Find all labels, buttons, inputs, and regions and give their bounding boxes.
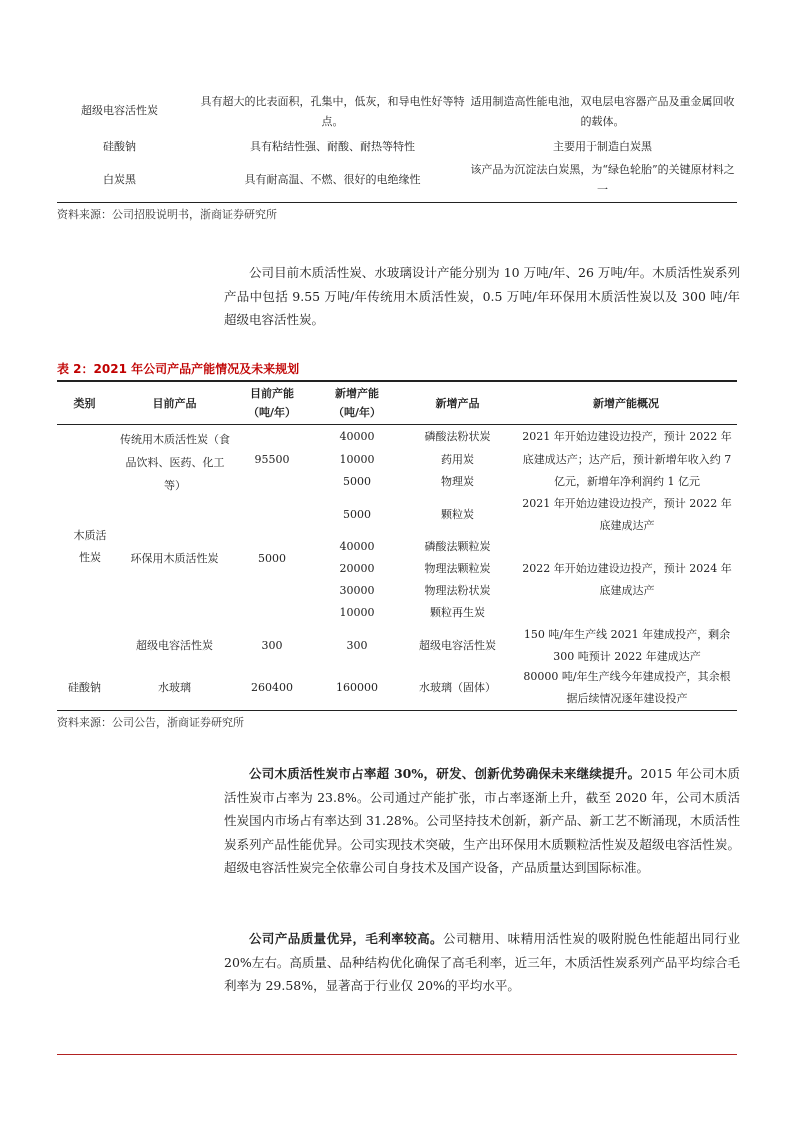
capacity-traditional: 95500	[254, 453, 290, 466]
capacity-waterglass: 260400	[251, 681, 293, 694]
t1-row2-use: 主要用于制造白炭黑	[553, 140, 652, 153]
t1-row1-feature: 具有超大的比表面积，孔集中，低灰，和导电性好等特点。	[200, 95, 465, 128]
table1-source: 资料来源：公司招股说明书，浙商证券研究所	[57, 208, 277, 221]
t1-row1-use: 适用制造高性能电池，双电层电容器产品及重金属回收的载体。	[470, 95, 735, 128]
header-current-product: 目前产品	[152, 397, 197, 410]
t1-row2-product: 硅酸钠	[103, 140, 136, 153]
t1-row2-feature: 具有粘结性强、耐酸、耐热等特性	[250, 140, 415, 153]
t1-row3-product: 白炭黑	[103, 173, 136, 186]
new-capacity: 40000	[339, 430, 375, 443]
t1-row3-use: 该产品为沉淀法白炭黑，为“绿色轮胎”的关键原材料之一	[470, 163, 735, 196]
overview-3: 2022 年开始边建设边投产，预计 2024 年底建成达产	[522, 562, 732, 597]
new-capacity: 10000	[339, 453, 375, 466]
header-new-overview: 新增产能概况	[593, 397, 659, 410]
new-capacity: 30000	[339, 584, 375, 597]
new-capacity: 5000	[343, 508, 371, 521]
category-wood: 木质活性炭	[73, 529, 107, 564]
new-capacity-super: 300	[346, 639, 368, 652]
paragraph-quality	[224, 927, 740, 998]
product-waterglass: 水玻璃	[158, 681, 191, 694]
table2-source: 资料来源：公司公告，浙商证券研究所	[57, 716, 244, 729]
new-product: 磷酸法颗粒炭	[424, 540, 491, 553]
product-super: 超级电容活性炭	[136, 639, 213, 652]
table2-header-rule	[57, 424, 737, 425]
overview-waterglass: 80000 吨/年生产线今年建成投产，其余根据后续情况逐年建设投产	[523, 670, 731, 705]
new-product-super: 超级电容活性炭	[419, 639, 496, 652]
new-product: 物理法颗粒炭	[424, 562, 491, 575]
new-capacity: 20000	[339, 562, 375, 575]
table2-bottom-rule	[57, 710, 737, 711]
table1-bottom-rule	[57, 202, 737, 203]
paragraph-quality-body: 公司糖用、味精用活性炭的吸附脱色性能超出同行业 20%左右。高质量、品种结构优化确保了高毛利率，近三年，木质活性炭系列产品平均综合毛利率为 29.58%，显著高于行业仅 20%的平均水平。	[224, 931, 740, 993]
new-product: 药用炭	[441, 453, 474, 466]
table2-top-rule	[57, 380, 737, 382]
new-product-waterglass: 水玻璃（固体）	[419, 681, 496, 694]
overview-2: 2021 年开始边建设边投产，预计 2022 年底建成达产	[522, 497, 732, 532]
new-capacity: 5000	[343, 475, 371, 488]
footer-rule	[57, 1054, 737, 1055]
paragraph-capacity: 公司目前木质活性炭、水玻璃设计产能分别为 10 万吨/年、26 万吨/年。木质活性炭系列产品中包括 9.55 万吨/年传统用木质活性炭，0.5 万吨/年环保用木质活性炭以及 300 吨/年超级电容活性炭。	[224, 265, 740, 327]
capacity-eco: 5000	[258, 552, 286, 565]
new-product: 颗粒再生炭	[430, 606, 485, 619]
new-capacity: 40000	[339, 540, 375, 553]
paragraph-market-share-lead: 公司木质活性炭市占率超 30%，研发、创新优势确保未来继续提升。	[249, 766, 641, 781]
paragraph-quality-lead: 公司产品质量优异，毛利率较高。	[249, 931, 443, 946]
t1-row1-product: 超级电容活性炭	[81, 104, 158, 117]
new-product: 物理法粉状炭	[424, 584, 491, 597]
overview-super: 150 吨/年生产线 2021 年建成投产，剩余 300 吨预计 2022 年建成达产	[523, 628, 731, 663]
overview-1: 2021 年开始边建设边投产，预计 2022 年底建成达产；达产后，预计新增年收入约 7 亿元，新增年净利润约 1 亿元	[522, 430, 732, 488]
new-capacity: 10000	[339, 606, 375, 619]
new-capacity-waterglass: 160000	[336, 681, 378, 694]
new-product: 磷酸法粉状炭	[424, 430, 491, 443]
header-new-capacity: 新增产能（吨/年）	[332, 387, 382, 419]
product-traditional: 传统用木质活性炭（食品饮料、医药、化工等）	[120, 433, 230, 492]
header-new-product: 新增产品	[435, 397, 480, 410]
new-product: 物理炭	[441, 475, 474, 488]
category-silicate: 硅酸钠	[68, 681, 101, 694]
product-eco: 环保用木质活性炭	[130, 552, 219, 565]
header-category: 类别	[73, 397, 96, 410]
table2-caption: 表 2：2021 年公司产品产能情况及未来规划	[57, 362, 300, 376]
paragraph-market-share	[224, 762, 740, 880]
paragraph-market-share-body: 2015 年公司木质活性炭市占率为 23.8%。公司通过产能扩张，市占率逐渐上升，截至 2020 年，公司木质活性炭国内市场占有率达到 31.28%。公司坚持技术创新，新产品、新工艺不断涌现，木质活性炭系列产品性能优异。公司实现技术突破，生产出环保用木质颗粒活性炭及超级电容活性炭。超级电容活性炭完全依靠公司自身技术及国产设备，产品质量达到国际标准。	[224, 766, 740, 875]
header-current-capacity: 目前产能（吨/年）	[247, 387, 297, 419]
t1-row3-feature: 具有耐高温、不燃、很好的电绝缘性	[244, 173, 421, 186]
capacity-super: 300	[261, 639, 283, 652]
new-product: 颗粒炭	[441, 508, 474, 521]
